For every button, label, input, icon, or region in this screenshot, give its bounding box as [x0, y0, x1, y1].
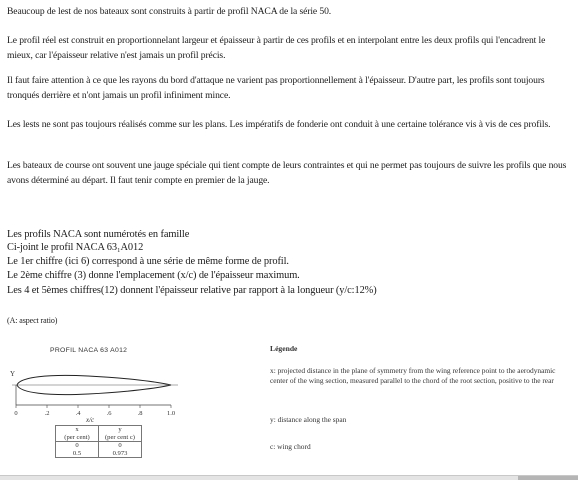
construction-paragraph: Le profil réel est construit en proportionnelant largeur et épaisseur à partir de ces profils et en interpolant entre les deux profils qui l'encadrent le mieux, car l'épaisseur relative n'est jamais un profil précis.: [7, 35, 546, 61]
legend-x-definition: x: projected distance in the plane of symmetry from the wing reference point to the aerodynamic center of the wing section, measured parallel to the chord of the root section, positive to the rear: [270, 366, 556, 385]
naca-family-line: Les profils NACA sont numérotés en famille: [7, 229, 190, 240]
table-cell: 0 0.973: [99, 442, 142, 458]
naca-profile-line: Ci-joint le profil NACA 63₁A012: [7, 242, 144, 253]
x-axis-ticks: [14, 405, 175, 417]
thickness-digits-line: Les 4 et 5èmes chiffres(12) donnent l'épaisseur relative par rapport à la longueur (y/c:12%): [7, 285, 377, 296]
horizontal-scrollbar[interactable]: [0, 475, 578, 480]
table-header-row: [56, 426, 142, 442]
first-digit-line: Le 1er chiffre (ici 6) correspond à une série de même forme de profil.: [7, 256, 289, 267]
table-cell: 0 0.5: [56, 442, 99, 458]
figure-title: PROFIL NACA 63 A012: [50, 347, 128, 354]
x-tick-label: 1.0: [166, 410, 176, 417]
x-tick-label: 0: [14, 410, 18, 417]
second-digit-line: Le 2ème chiffre (3) donne l'emplacement (x/c) de l'épaisseur maximum.: [7, 270, 300, 281]
legend-c-definition: c: wing chord: [270, 442, 311, 451]
aspect-ratio-note: (A: aspect ratio): [7, 316, 58, 325]
y-axis-label: Y: [10, 370, 16, 378]
scrollbar-thumb[interactable]: [518, 476, 578, 480]
racing-rules-paragraph: Les bateaux de course ont souvent une jauge spéciale qui tient compte de leurs contraintes et qui ne permet pas toujours de suivre les profils que nous avons déterminé au départ. Il faut tenir compte en premier de la jauge.: [7, 160, 567, 186]
x-tick-label: .2: [44, 410, 50, 417]
x-tick-label: .4: [75, 410, 81, 417]
x-tick-label: .6: [106, 410, 112, 417]
table-header-cell: x (per cent): [56, 426, 99, 442]
coordinates-table: [55, 425, 142, 458]
x-axis-label: x/c: [86, 416, 95, 424]
legend-y-definition: y: distance along the span: [270, 415, 347, 424]
leading-edge-paragraph: Il faut faire attention à ce que les rayons du bord d'attaque ne varient pas proportionnellement à l'épaisseur. D'autre part, les profils sont toujours tronqués derrière et n'ont jamais un profil infiniment mince.: [7, 75, 545, 101]
x-tick-label: .8: [137, 410, 143, 417]
table-row: [56, 442, 142, 458]
legend-title: Légende: [270, 344, 298, 353]
foundry-paragraph: Les lests ne sont pas toujours réalisés comme sur les plans. Les impératifs de fonderie ont conduit à une certaine tolérance vis à vis de ces profils.: [7, 119, 551, 130]
table-header-cell: y (per cent c): [99, 426, 142, 442]
intro-paragraph: Beaucoup de lest de nos bateaux sont construits à partir de profil NACA de la série 50.: [7, 6, 332, 17]
airfoil-profile-figure: [8, 365, 183, 425]
